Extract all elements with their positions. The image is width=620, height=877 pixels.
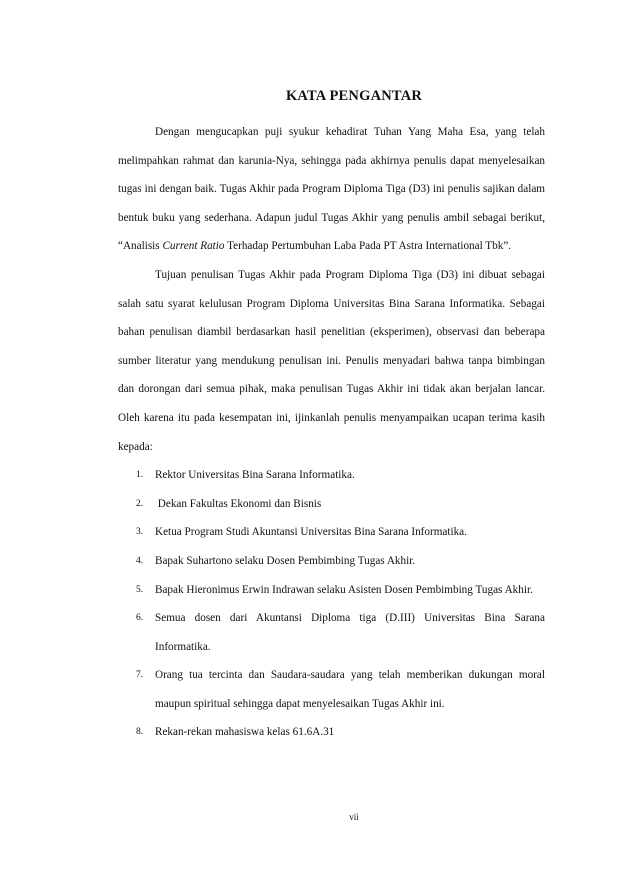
list-item-text: Orang tua tercinta dan Saudara-saudara yang telah memberikan dukungan moral maupun spiritual sehingga dapat menyelesaikan Tugas Akhir ini.	[155, 669, 545, 710]
list-item-number: 8.	[136, 727, 144, 738]
document-body	[118, 118, 545, 747]
list-item	[118, 547, 545, 576]
list-item-text: Rektor Universitas Bina Sarana Informatika.	[155, 469, 355, 482]
paragraph-purpose: Tujuan penulisan Tugas Akhir pada Program Diploma Tiga (D3) ini dibuat sebagai salah satu syarat kelulusan Program Diploma Universitas Bina Sarana Informatika. Sebagai bahan penulisan diambil berdasarkan hasil penelitian (eksperimen), observasi dan beberapa sumber literatur yang mendukung penulisan ini. Penulis menyadari bahwa tanpa bimbingan dan dorongan dari semua pihak, maka penulisan Tugas Akhir ini tidak akan berjalan lancar. Oleh karena itu pada kesempatan ini, ijinkanlah penulis menyampaikan ucapan terima kasih kepada:	[118, 268, 545, 453]
list-item-number: 6.	[136, 613, 144, 624]
list-item-text: Rekan-rekan mahasiswa kelas 61.6A.31	[155, 726, 335, 739]
paragraph-opening	[118, 118, 545, 261]
list-item	[118, 661, 545, 718]
page-title: KATA PENGANTAR	[285, 88, 423, 104]
list-item	[118, 461, 545, 490]
list-item-text: Semua dosen dari Akuntansi Diploma tiga (D.III) Universitas Bina Sarana Informatika.	[155, 612, 545, 653]
acknowledgement-list	[118, 461, 545, 747]
paragraph-opening-text-end: Terhadap Pertumbuhan Laba Pada PT Astra International Tbk”.	[224, 240, 512, 253]
paragraph-opening-text-start: Dengan mengucapkan puji syukur kehadirat Tuhan Yang Maha Esa, yang telah melimpahkan rahmat dan karunia-Nya, sehingga pada akhirnya penulis dapat menyelesaikan tugas ini dengan baik. Tugas Akhir pada Program Diploma Tiga (D3) ini penulis sajikan dalam bentuk buku yang sederhana. Adapun judul Tugas Akhir yang penulis ambil sebagai berikut, “Analisis	[118, 126, 545, 253]
list-item-number: 1.	[136, 470, 144, 481]
list-item-number: 3.	[136, 527, 144, 538]
list-item-text: Ketua Program Studi Akuntansi Universitas Bina Sarana Informatika.	[155, 526, 467, 539]
list-item-text: Bapak Suhartono selaku Dosen Pembimbing Tugas Akhir.	[155, 554, 416, 567]
list-item-text: Dekan Fakultas Ekonomi dan Bisnis	[155, 497, 322, 510]
list-item-text: Bapak Hieronimus Erwin Indrawan selaku Asisten Dosen Pembimbing Tugas Akhir.	[155, 583, 533, 596]
list-item-number: 7.	[136, 670, 144, 681]
list-item-number: 2.	[136, 498, 144, 509]
list-item	[118, 604, 545, 661]
list-item-number: 4.	[136, 555, 144, 566]
list-item-number: 5.	[136, 584, 144, 595]
list-item	[118, 518, 545, 547]
list-item	[118, 718, 545, 747]
page-number: vii	[349, 812, 359, 822]
paragraph-opening-italic-term: Current Ratio	[162, 240, 225, 253]
list-item	[118, 576, 545, 605]
list-item	[118, 490, 545, 519]
